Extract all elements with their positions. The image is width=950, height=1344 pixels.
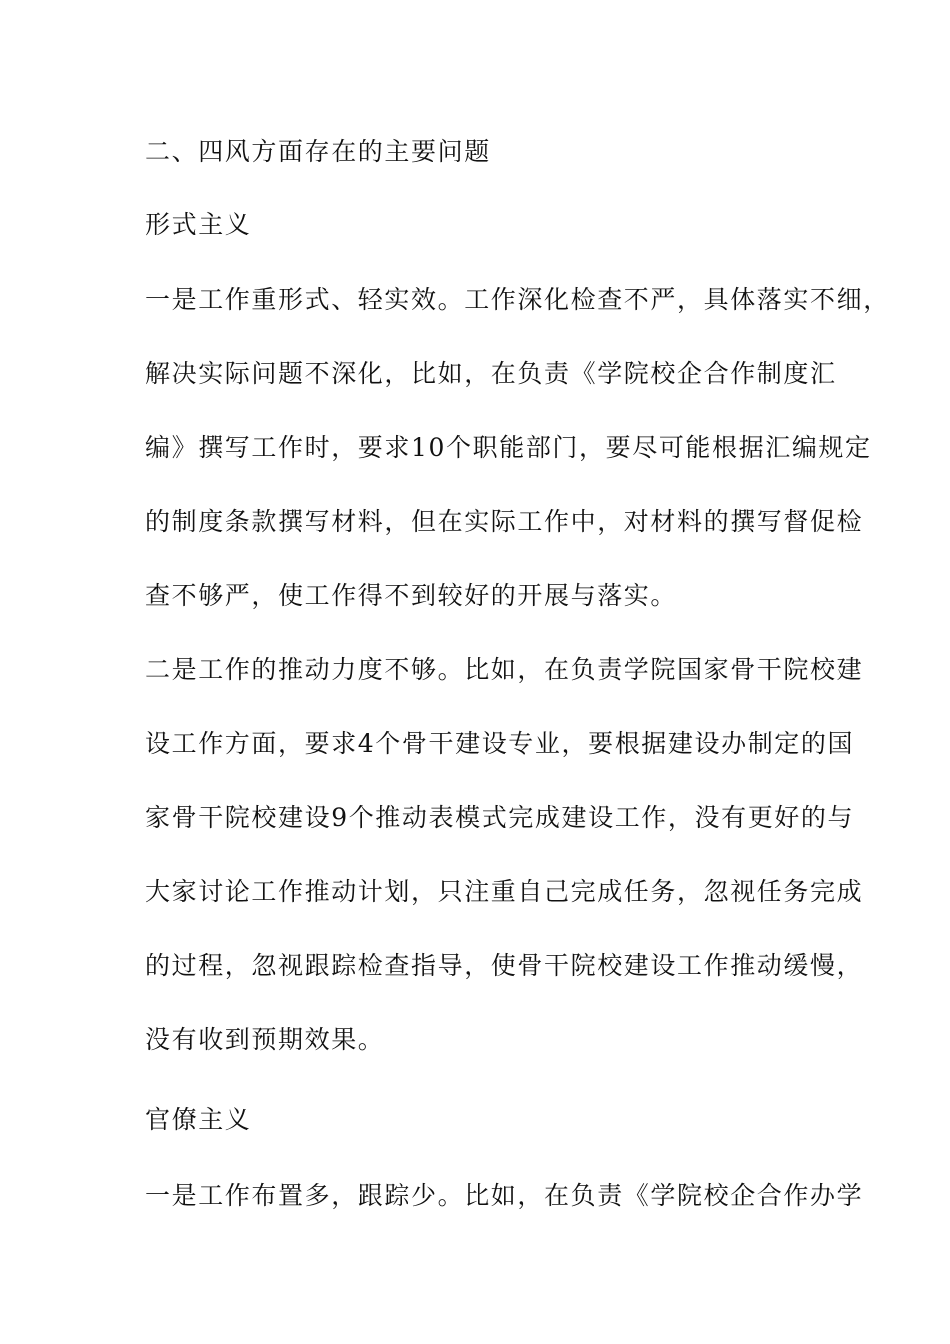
subheading-bureaucratism: 官僚主义 [145,1105,252,1134]
paragraph-line: 家骨干院校建设9个推动表模式完成建设工作，没有更好的与 [145,803,855,832]
paragraph-line: 的过程，忽视跟踪检查指导，使骨干院校建设工作推动缓慢， [145,951,864,980]
paragraph-line: 查不够严，使工作得不到较好的开展与落实。 [145,581,678,610]
paragraph-line: 一是工作布置多，跟踪少。比如，在负责《学院校企合作办学 [145,1181,864,1210]
paragraph-line: 一是工作重形式、轻实效。工作深化检查不严，具体落实不细， [145,285,890,314]
subheading-formalism: 形式主义 [145,210,252,239]
paragraph-line: 解决实际问题不深化，比如，在负责《学院校企合作制度汇 [145,359,837,388]
paragraph-line: 设工作方面，要求4个骨干建设专业，要根据建设办制定的国 [145,729,855,758]
paragraph-line: 编》撰写工作时，要求10个职能部门，要尽可能根据汇编规定 [145,433,872,462]
paragraph-line: 二是工作的推动力度不够。比如，在负责学院国家骨干院校建 [145,655,864,684]
paragraph-line: 大家讨论工作推动计划，只注重自己完成任务，忽视任务完成 [145,877,864,906]
paragraph-line: 的制度条款撰写材料，但在实际工作中，对材料的撰写督促检 [145,507,864,536]
paragraph-line: 没有收到预期效果。 [145,1025,385,1054]
section-heading: 二、四风方面存在的主要问题 [145,137,491,166]
